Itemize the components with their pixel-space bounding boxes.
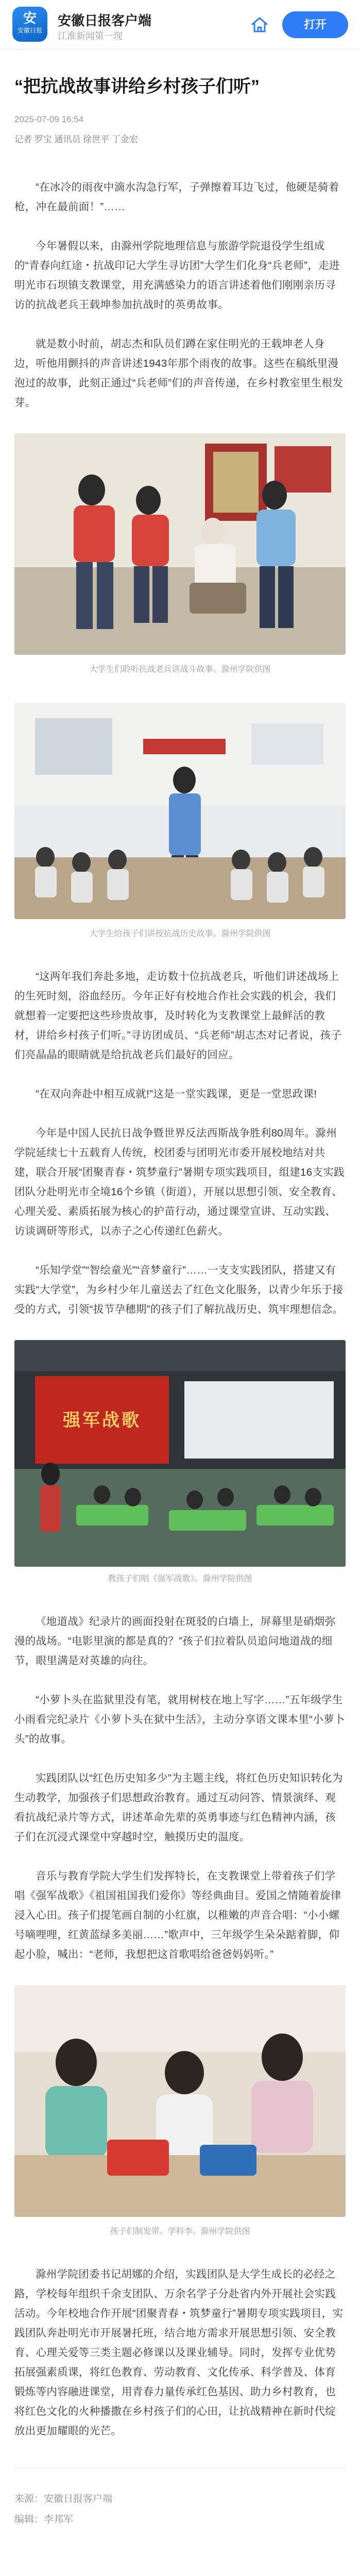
article-meta [14,114,346,125]
app-slogan: 江淮新闻第一现 [58,31,123,41]
photo-3-caption: 教孩子们唱《强军战歌》。滁州学院供图 [108,1574,252,1583]
photo-singing-class-scene [14,1340,346,1567]
article-byline: 记者 罗宝 通讯员 徐世平 丁金宏 [14,134,138,144]
article-source: 来源：安徽日报客户端 [14,2494,113,2504]
article-footer [14,2468,346,2530]
paragraph: “乐知学堂”“智绘童光”“音梦童行”……一支支实践团队，搭建又有实践“大学堂”，为乡村少年儿童送去了红色文化服务，以青少年乐于接受的方式，引领“拔节孕穗期”的孩子们了解抗战历史、筑牢理想信念。 [14,1264,344,1315]
app-name: 安徽日报客户端 [58,13,152,28]
paragraph: “在双向奔赴中相互成就!”这是一堂实践课，更是一堂思政课! [36,1088,317,1100]
photo-singing-class [14,1340,346,1567]
photo-classroom-lecture [14,703,346,919]
article-headline: “把抗战故事讲给乡村孩子们听” [14,77,260,96]
app-logo-text: 安徽日报 [17,27,42,34]
paragraph: 《地道战》纪录片的画面投射在斑驳的白墙上，屏幕里是硝烟弥漫的战场。“电影里演的都是真的？”孩子们拉着队员追问地道战的细节，眼里满是对英雄的向往。 [14,1616,336,1667]
article-section-2 [14,967,346,1319]
paragraph: 今年是中国人民抗日战争暨世界反法西斯战争胜利80周年。滁州学院延续七十五载育人传统，校团委与团明光市委开展校地结对共建，联合开展“团聚青春・筑梦童行”暑期专项实践项目，组建16支实践团队分赴明光市全境16个乡镇（街道），开展以思想引领、安全教育、心理关爱、素质拓展为核心的护苗行动，通过课堂宣讲、互动实践、访谈调研等形式，以赤子之心传递红色薪火。 [14,1127,345,1237]
article-section-1 [14,178,346,413]
article-photo-3[interactable] [14,1340,346,1567]
paragraph: 就是数小时前，胡志杰和队员们蹲在家住明光的王载坤老人身边，听他用颤抖的声音讲述1943年那个雨夜的故事。这些在稿纸里漫泡过的故事，此刻正通过“兵老师”们的声音传递，在乡村教室里生根发芽。 [14,338,344,409]
article-photo-4[interactable] [14,1985,346,2219]
article-photo-2[interactable] [14,703,346,922]
app-logo[interactable] [12,7,47,42]
paragraph: 今年暑假以来，由滁州学院地理信息与旅游学院退役学生组成的“青春向红途・抗战印记大学生寻访团”大学生们化身“兵老师”，走进明光市石坝镇支教课堂，用充满感染力的语言讲述着他们刚刚亲历寻访的抗战老兵王载坤参加抗战时的英勇故事。 [14,240,340,311]
article [0,49,360,2530]
photo-students-with-veteran [14,433,346,655]
paragraph: 滁州学院团委书记胡娜的介绍，实践团队是大学生成长的必经之路，学校每年组织千余支团队、万余名学子分赴省内外开展社会实践活动。今年校地合作开展“团聚青春・筑梦童行”暑期专项实践项目，实践团队奔赴明光市开展暑托班，结合地方需求开展思想引领、安全教育、心理关爱等三类主题必修课以及课业辅导。同时，发挥专业优势拓展强素质课，将红色教育、劳动教育、文化传承、科学普及、体育锻炼等内容融进课堂，用青春力量传承红色基因、助力乡村教育，也将红色文化的火种播撒在乡村孩子们的心田，让抗战精神在新时代绽放出更加耀眼的光芒。 [14,2268,344,2437]
paragraph: “小萝卜头在监狱里没有笔，就用树枝在地上写字……”五年级学生小雨看完纪录片《小萝卜头在狱中生活》，主动分享语文课本里“小萝卜头”的故事。 [14,1694,345,1745]
photo-kids-crafts [14,1985,346,2217]
article-photo-1[interactable] [14,433,346,657]
projected-slide-title: 强军战歌 [63,1410,141,1431]
home-icon[interactable] [249,14,270,35]
paragraph: “在冰冷的雨夜中滴水沟急行军，子弹擦着耳边飞过，他硬是骑着枪，冲在最前面！”…… [14,181,339,213]
article-section-4 [14,2265,346,2441]
paragraph: “这两年我们奔赴多地，走访数十位抗战老兵，听他们讲述战场上的生死时刻，浴血经历。今年正好有校地合作社会实践的机会，我们就想着一定要把这些珍贵故事，及时转化为支教课堂上最鲜活的教材，讲给乡村孩子们听。”寻访团成员、“兵老师”胡志杰对记者说，孩子们亮晶晶的眼睛就是给抗战老兵们最好的回应。 [14,971,342,1061]
photo-2-caption: 大学生给孩子们讲授抗战历史故事。滁州学院供图 [89,929,271,938]
photo-4-caption: 孩子们制发带。学科李。滁州学院供图 [110,2227,250,2236]
app-banner [0,0,360,49]
article-editor: 编辑：李邦军 [14,2514,74,2525]
photo-1-caption: 大学生们聆听抗战老兵讲战斗故事。滁州学院供图 [89,665,271,674]
publish-date: 2025-07-09 16:54 [14,114,84,124]
paragraph: 实践团队以“红色历史知多少”为主题主线，将红色历史知识转化为生动教学，加强孩子们思想政治教育。通过互动问答、情景演绎、观看抗战纪录片等方式，讲述革命先辈的英勇事迹与红色精神内涵，孩子们在沉浸式课堂中穿越时空，触摸历史的温度。 [14,1772,343,1843]
open-app-button[interactable]: 打开 [282,11,348,38]
app-logo-mark: 安 [23,11,37,26]
paragraph: 音乐与教育学院大学生们发挥特长，在支教课堂上带着孩子们学唱《强军战歌》《祖国祖国我们爱你》等经典曲目。爱国之情随着旋律浸入心田。孩子们提笔画自制的小红旗，以稚嫩的声音合唱：“小小螺号嘀哩哩，红黄蓝绿多美丽……”歌声中，三年级学生朵朵踮着脚，仰起小脸，喊出：“老师，我想把这首歌唱给爸爸妈妈听。” [14,1870,341,1960]
article-section-3 [14,1612,346,1964]
